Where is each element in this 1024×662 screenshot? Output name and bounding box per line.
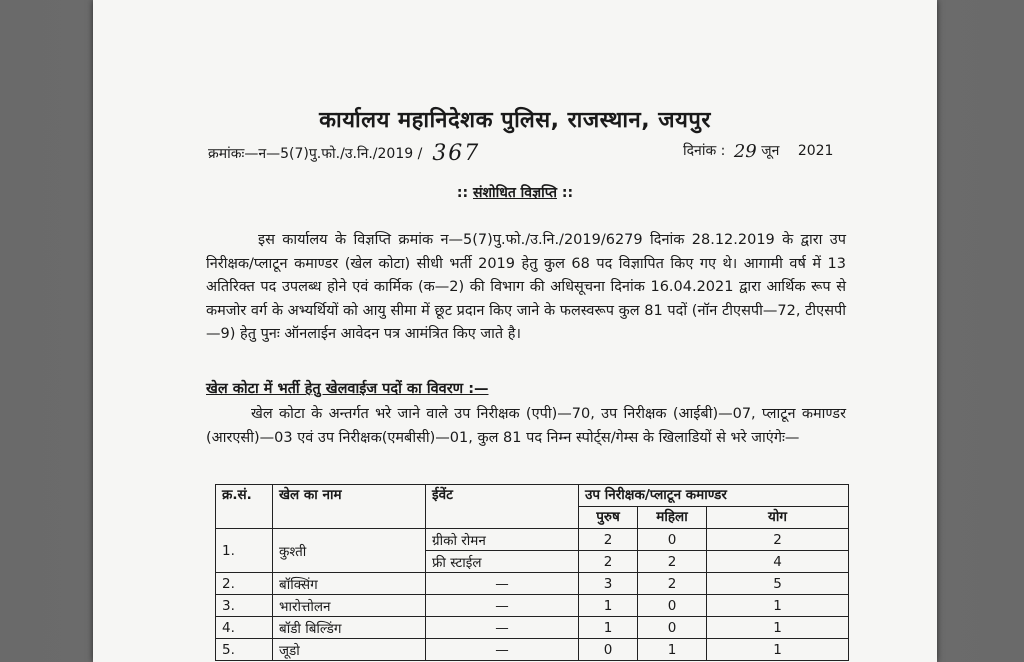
cell-total: 1	[707, 617, 849, 639]
handwritten-date: 29	[733, 141, 757, 162]
cell-female: 2	[638, 573, 707, 595]
cell-game: कुश्ती	[273, 529, 426, 573]
reference-number	[208, 141, 480, 166]
cell-total: 1	[707, 595, 849, 617]
office-title: कार्यालय महानिदेशक पुलिस, राजस्थान, जयपुर	[319, 108, 711, 133]
cell-male: 1	[579, 595, 638, 617]
cell-game: भारोत्तोलन	[273, 595, 426, 617]
table-row	[216, 617, 849, 639]
cell-event: फ्री स्टाईल	[426, 551, 579, 573]
cell-sn: 1.	[216, 529, 273, 573]
notice-heading	[93, 183, 937, 202]
cell-female: 2	[638, 551, 707, 573]
notice-prefix: ::	[456, 185, 469, 201]
date-month: जून	[761, 143, 780, 159]
cell-game: बॉक्सिंग	[273, 573, 426, 595]
header-game: खेल का नाम	[273, 485, 426, 529]
header-group: उप निरीक्षक/प्लाटून कमाण्डर	[579, 485, 849, 507]
header-event: ईवेंट	[426, 485, 579, 529]
header-total: योग	[707, 507, 849, 529]
table-row	[216, 529, 849, 551]
notice-title: संशोधित विज्ञप्ति	[472, 185, 557, 201]
header-male: पुरुष	[579, 507, 638, 529]
cell-event: —	[426, 617, 579, 639]
cell-female: 0	[638, 617, 707, 639]
table-header-row	[216, 485, 849, 507]
cell-female: 0	[638, 529, 707, 551]
cell-male: 1	[579, 617, 638, 639]
header-sn: क्र.सं.	[216, 485, 273, 529]
cell-total: 5	[707, 573, 849, 595]
cell-event: —	[426, 639, 579, 661]
cell-total: 2	[707, 529, 849, 551]
cell-sn: 2.	[216, 573, 273, 595]
cell-event: —	[426, 595, 579, 617]
cell-male: 0	[579, 639, 638, 661]
cell-female: 0	[638, 595, 707, 617]
cell-male: 2	[579, 551, 638, 573]
cell-game: बॉडी बिल्डिंग	[273, 617, 426, 639]
paragraph-1: इस कार्यालय के विज्ञप्ति क्रमांक न—5(7)पु.फो./उ.नि./2019/6279 दिनांक 28.12.2019 के द्वारा उप निरीक्षक/प्लाटून कमाण्डर (खेल कोटा) सीधी भर्ती 2019 हेतु कुल 68 पद विज्ञापित किए गए थे। आगामी वर्ष में 13 अतिरिक्त पद उपलब्ध होने एवं कार्मिक (क—2) की विभाग की अधिसूचना दिनांक 16.04.2021 द्वारा आर्थिक रूप से कमजोर वर्ग के अभ्यर्थियों को आयु सीमा में छूट प्रदान किए जाने के फलस्वरूप कुल 81 पदों (नॉन टीएसपी—72, टीएसपी—9) हेतु पुनः ऑनलाईन आवेदन पत्र आमंत्रित किए जाते है।	[206, 232, 846, 342]
cell-male: 3	[579, 573, 638, 595]
table-row	[216, 595, 849, 617]
cell-male: 2	[579, 529, 638, 551]
sports-posts-table	[215, 484, 849, 661]
cell-event: —	[426, 573, 579, 595]
handwritten-reference: 367	[432, 141, 481, 166]
header-female: महिला	[638, 507, 707, 529]
cell-female: 1	[638, 639, 707, 661]
table-row	[216, 573, 849, 595]
cell-sn: 4.	[216, 617, 273, 639]
cell-total: 1	[707, 639, 849, 661]
document-date	[683, 141, 833, 162]
cell-sn: 5.	[216, 639, 273, 661]
cell-game: जूडो	[273, 639, 426, 661]
date-label: दिनांक :	[683, 143, 726, 159]
date-year: 2021	[797, 143, 834, 159]
cell-event: ग्रीको रोमन	[426, 529, 579, 551]
table-row	[216, 639, 849, 661]
reference-label: क्रमांकः—न—5(7)पु.फो./उ.नि./2019 /	[208, 146, 423, 162]
cell-total: 4	[707, 551, 849, 573]
cell-sn: 3.	[216, 595, 273, 617]
notice-suffix: ::	[561, 185, 574, 201]
section-subheading: खेल कोटा में भर्ती हेतु खेलवाईज पदों का विवरण :—	[206, 381, 489, 397]
document-page	[93, 0, 937, 662]
paragraph-2: खेल कोटा के अन्तर्गत भरे जाने वाले उप निरीक्षक (एपी)—70, उप निरीक्षक (आईबी)—07, प्लाटून कमाण्डर (आरएसी)—03 एवं उप निरीक्षक(एमबीसी)—01, कुल 81 पद निम्न स्पोर्ट्स/गेम्स के खिलाडियों से भरे जाएंगेः—	[206, 406, 846, 446]
